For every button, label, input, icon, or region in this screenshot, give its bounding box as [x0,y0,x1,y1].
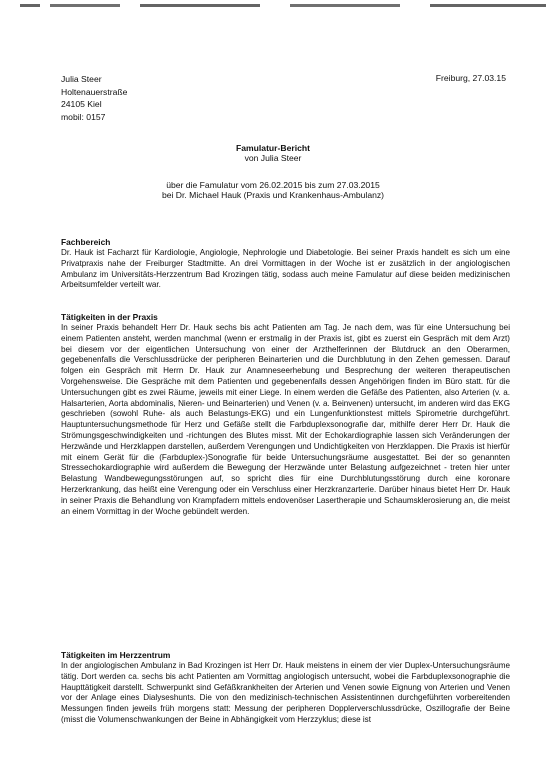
sender-city: 24105 Kiel [61,99,102,110]
document-author: von Julia Steer [244,153,302,163]
section-herzzentrum [61,650,510,726]
sender-name: Julia Steer [61,74,102,84]
section-praxis [61,312,510,517]
section-text: Dr. Hauk ist Facharzt für Kardiologie, Angiologie, Nephrologie und Diabetologie. Bei seiner Praxis handelt es sich um eine Privatpraxis nahe der Freiburger Stadtmitte. An drei Vormittagen in der Woche ist er zusätzlich in der angiologischen Ambulanz im Universitäts-Herzzentrum Bad Krozingen tätig, sodass auch meine Famulatur auf diese beiden medizinischen Arbeitsumfelder verteilt war. [61,248,510,290]
famulatur-supervisor: bei Dr. Michael Hauk (Praxis und Krankenhaus-Ambulanz) [161,190,385,200]
section-heading: Fachbereich [61,237,111,247]
place-date: Freiburg, 27.03.15 [435,73,506,83]
section-heading: Tätigkeiten in der Praxis [61,312,158,322]
section-text: In der angiologischen Ambulanz in Bad Krozingen ist Herr Dr. Hauk meistens in einem der vier Duplex-Untersuchungsräume tätig. Dort werden ca. sechs bis acht Patienten am Vormittag angiologisch untersucht, wobei die Farbduplexsonographie die Haupttätigkeit darstellt. Schwerpunkt sind Gefäßkrankheiten der Arterien und Venen sowie Eignung von Arterien und Venen vor der Anlage eines Dialyseshunts. Die von den medizinisch-technischen Assistentinnen durchgeführten vorbereitenden Messungen finden jeweils früh morgens statt: Messung der peripheren Dopplerverschlussdrücke, Oszillografie der Beine (misst die Volumenschwankungen der Beine in Abhängigkeit vom Herzzyklus; diese ist [61,661,510,724]
sender-phone: mobil: 0157 [61,111,106,122]
section-heading: Tätigkeiten im Herzzentrum [61,650,171,660]
document-title: Famulatur-Bericht [235,143,310,153]
section-fachbereich [61,237,510,291]
sender-street: Holtenauerstraße [61,86,128,97]
scan-artifact-line [0,4,546,7]
section-text: In seiner Praxis behandelt Herr Dr. Hauk sechs bis acht Patienten am Tag. Je nach dem, was für eine Untersuchung bei einem Patienten ansteht, werden manchmal (wenn er erstmalig in der Praxis ist, gibt es zuerst ein Gespräch mit dem Arzt) bei diesem vor der eigentlichen Untersuchung von einer der Arzthelferinnen der Blutdruck an den Oberarmen, gegebenenfalls die Verschlussdrücke der peripheren Beinarterien und die Durchblutung in den Zehen gemessen. Darauf folgen ein Gespräch mit Herrn Dr. Hauk zur Anamneseerhebung und Besprechung der weiteren therapeutischen Vorgehensweise. Die Gespräche mit dem Patienten und gegebenenfalls dessen Angehörigen finden im Büro statt. für die Untersuchungen gibt es zwei Räume, jeweils mit einer Liege. In einem werden die Gefäße des Patienten, also Arterien (v. a. Halsarterien, Aorta abdominalis, Nieren- und Beinarterien) und Venen (v. a. Beinvenen) untersucht, im anderen wird das EKG geschrieben (sowohl Ruhe- als auch Belastungs-EKG) und ein Lungenfunktionstest mittels Spirometrie durchgeführt. Hauptuntersuchungsmethode für Herz und Gefäße stellt die Farbduplexsonografie dar, mithilfe derer Herr Dr. Hauk die Strömungsgeschwindigkeiten und -richtungen des Blutes misst. Mit der Echokardiographie lassen sich Veränderungen der Herzwände und Herzklappen darstellen, außerdem Verengungen und Undichtigkeiten von Herzklappen. Die Praxis ist hierfür mit einem Gerät für die (Farbduplex-)Sonografie für beide Untersuchungsräume ausgestattet. Bei der so genannten Stressechokardiographie wird außerdem die Bewegung der Herzwände unter Belastung aufgezeichnet - treten hier unter Belastung Wandbewegungsstörungen auf, so spricht dies für eine Durchblutungsstörung durch eine koronare Herzerkrankung, das heißt eine Verengung oder ein Verschluss einer Herzkranzarterie. Darüber hinaus bietet Herr Dr. Hauk in seiner Praxis die Behandlung von Krampfadern mittels endovenöser Lasertherapie und Schaumsklerosierung an, die meist an einem Vormittag in der Woche gebündelt werden. [61,323,510,516]
famulatur-period: über die Famulatur vom 26.02.2015 bis zum 27.03.2015 [166,180,380,190]
sender-address [61,73,127,123]
